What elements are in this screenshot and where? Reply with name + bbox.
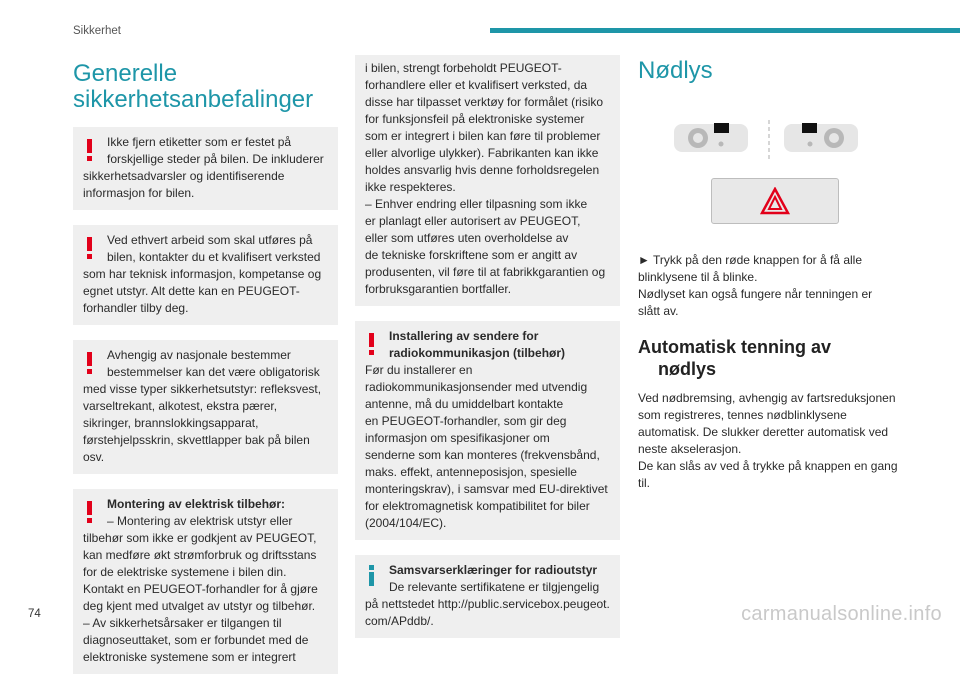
box-text-line: for elektromagnetisk kompatibilitet for biler <box>365 499 590 513</box>
box-text-line: – Enhver endring eller tilpasning som ikke <box>365 197 588 211</box>
warning-exclamation-icon <box>369 333 374 347</box>
hazard-button <box>711 178 839 224</box>
box-text-line: Før du installerer en <box>365 363 473 377</box>
box-text-line: produsenten, vil føre til at fabrikkgarantien og <box>365 265 606 279</box>
box-text-line: Avhengig av nasjonale bestemmer <box>107 348 291 362</box>
hazard-lights-title: Nødlys <box>638 57 713 84</box>
box-text-line: i bilen, strengt forbeholdt PEUGEOT- <box>365 61 562 75</box>
box-text-line: elektroniske systemene som er integrert <box>83 650 296 664</box>
box-text-line: holdes ansvarlig hvis denne forholdsregelen <box>365 163 600 177</box>
box-text-line: senderne som kan monteres (frekvensbånd, <box>365 448 600 462</box>
box-text-line: på nettstedet http://public.servicebox.peugeot. <box>365 597 610 611</box>
text-line: ► Trykk på den røde knappen for å få alle <box>638 253 862 267</box>
subtitle-line-2: nødlys <box>658 359 717 379</box>
text-line: neste akselerasjon. <box>638 442 742 456</box>
box-text-line: egnet utstyr. Alt dette kan en PEUGEOT- <box>83 284 300 298</box>
box-text-line: maks. effekt, antenneposisjon, spesielle <box>365 465 577 479</box>
box-text-line: (2004/104/EC). <box>365 516 447 530</box>
box-text-line: com/APddb/. <box>365 614 434 628</box>
warning-exclamation-icon <box>87 139 92 153</box>
box-text-line: en PEUGEOT-forhandler, som gir deg <box>365 414 567 428</box>
info-box-conformity <box>355 555 620 638</box>
warning-exclamation-icon <box>87 501 92 515</box>
box-text-line: antenne, må du umiddelbart kontakte <box>365 397 564 411</box>
box-text-line: med visse typer sikkerhetsutstyr: refleksvest, <box>83 382 322 396</box>
watermark: carmanualsonline.info <box>741 603 942 625</box>
text-line: til. <box>638 476 650 490</box>
box-text-line: informasjon om spesifikasjoner om <box>365 431 550 445</box>
box-text-line: eller som utføres uten overholdelse av <box>365 231 569 245</box>
box-text-line: Ikke fjern etiketter som er festet på <box>107 135 292 149</box>
warning-box-equipment <box>73 340 338 474</box>
text-line: Ved nødbremsing, avhengig av fartsreduksjonen <box>638 391 896 405</box>
box-text-line: varseltrekant, alkotest, ekstra pærer, <box>83 399 278 413</box>
box-text-line: radiokommunikasjonsender med utvendig <box>365 380 588 394</box>
box-text-line: sikringer, brannslokkingsapparat, <box>83 416 259 430</box>
text-line: Nødlyset kan også fungere når tenningen er <box>638 287 873 301</box>
steering-wheel-icon <box>674 120 864 160</box>
box-text-line: eller alvorlige ulykker). Fabrikanten kan ikke <box>365 146 599 160</box>
box-text-line: – Av sikkerhetsårsaker er tilgangen til <box>83 616 282 630</box>
warning-box-radio <box>355 321 620 540</box>
box-text-line: De relevante sertifikatene er tilgjengelig <box>389 580 600 594</box>
box-text-line: – Montering av elektrisk utstyr eller <box>107 514 293 528</box>
box-text-line: de tekniske forskriftene som er angitt av <box>365 248 578 262</box>
info-icon <box>369 565 374 586</box>
steering-wheel-figure <box>674 120 903 160</box>
box-text-line: for funksjonsfeil på elektroniske systemer <box>365 112 585 126</box>
box-text-line: tilbehør som ikke er godkjent av PEUGEOT, <box>83 531 317 545</box>
middle-column <box>355 55 620 653</box>
section-title <box>73 61 338 113</box>
box-text-line: førstehjelpsskrin, skvettlapper bak på bilen <box>83 433 310 447</box>
box-text-line: som har teknisk informasjon, kompetanse og <box>83 267 322 281</box>
box-text-line: disse har tilpasset verktøy for formålet (risiko <box>365 95 604 109</box>
warning-exclamation-icon <box>87 237 92 251</box>
title-line-2: sikkerhetsanbefalinger <box>73 86 314 113</box>
box-text-line: forhandlere eller et kvalifisert verksted, da <box>365 78 588 92</box>
hazard-instructions <box>638 252 903 320</box>
subtitle-line-1: Automatisk tenning av <box>638 337 832 357</box>
box-text-line: bestemmelser kan det være obligatorisk <box>107 365 320 379</box>
box-text-line: diagnoseuttaket, som er forbundet med de <box>83 633 309 647</box>
auto-hazard-text <box>638 390 903 492</box>
page-number: 74 <box>28 608 41 620</box>
box-title: Samsvarserklæringer for radioutstyr <box>389 563 598 577</box>
box-text-line: er planlagt eller autorisert av PEUGEOT, <box>365 214 581 228</box>
warning-box-labels <box>73 127 338 210</box>
header-accent-bar <box>490 28 960 33</box>
box-text-line: for de elektriske systemene i bilen din. <box>83 565 287 579</box>
box-text-line: som er integrert i bilen kan føre til problemer <box>365 129 601 143</box>
warning-exclamation-icon <box>87 352 92 366</box>
text-line: automatisk. De slukker deretter automatisk ved <box>638 425 889 439</box>
box-text-line: sikkerhetsadvarsler og identifiserende <box>83 169 285 183</box>
auto-hazard-subtitle <box>638 336 903 380</box>
box-text-line: osv. <box>83 450 105 464</box>
text-line: blinklysene til å blinke. <box>638 270 758 284</box>
left-column <box>73 55 338 674</box>
box-text-line: deg kjent med utvalget av utstyr og tilbehør. <box>83 599 316 613</box>
box-text-line: ikke respekteres. <box>365 180 456 194</box>
hazard-triangle-icon <box>760 187 790 215</box>
box-text-line: Kontakt en PEUGEOT-forhandler for å gjøre <box>83 582 318 596</box>
box-text-line: forbruksgarantien bortfaller. <box>365 282 512 296</box>
box-text-line: bilen, kontakter du et kvalifisert verksted <box>107 250 321 264</box>
box-title: Installering av sendere for <box>389 329 539 343</box>
warning-box-accessories <box>73 489 338 674</box>
box-title: radiokommunikasjon (tilbehør) <box>389 346 566 360</box>
text-line: som registreres, tennes nødblinklysene <box>638 408 847 422</box>
box-text-line: Ved ethvert arbeid som skal utføres på <box>107 233 313 247</box>
title-line-1: Generelle <box>73 60 178 87</box>
continuation-box <box>355 55 620 306</box>
text-line: slått av. <box>638 304 679 318</box>
text-line: De kan slås av ved å trykke på knappen en gang <box>638 459 898 473</box>
section-header: Sikkerhet <box>73 25 121 37</box>
box-text-line: monteringskrav), i samsvar med EU-direktivet <box>365 482 608 496</box>
box-text-line: kan medføre økt strømforbruk og driftsstans <box>83 548 317 562</box>
box-text-line: forhandler tilby deg. <box>83 301 189 315</box>
right-column <box>638 55 903 492</box>
box-title: Montering av elektrisk tilbehør: <box>107 497 286 511</box>
box-text-line: informasjon for bilen. <box>83 186 195 200</box>
warning-box-workshop <box>73 225 338 325</box>
box-text-line: forskjellige steder på bilen. De inkluderer <box>107 152 324 166</box>
